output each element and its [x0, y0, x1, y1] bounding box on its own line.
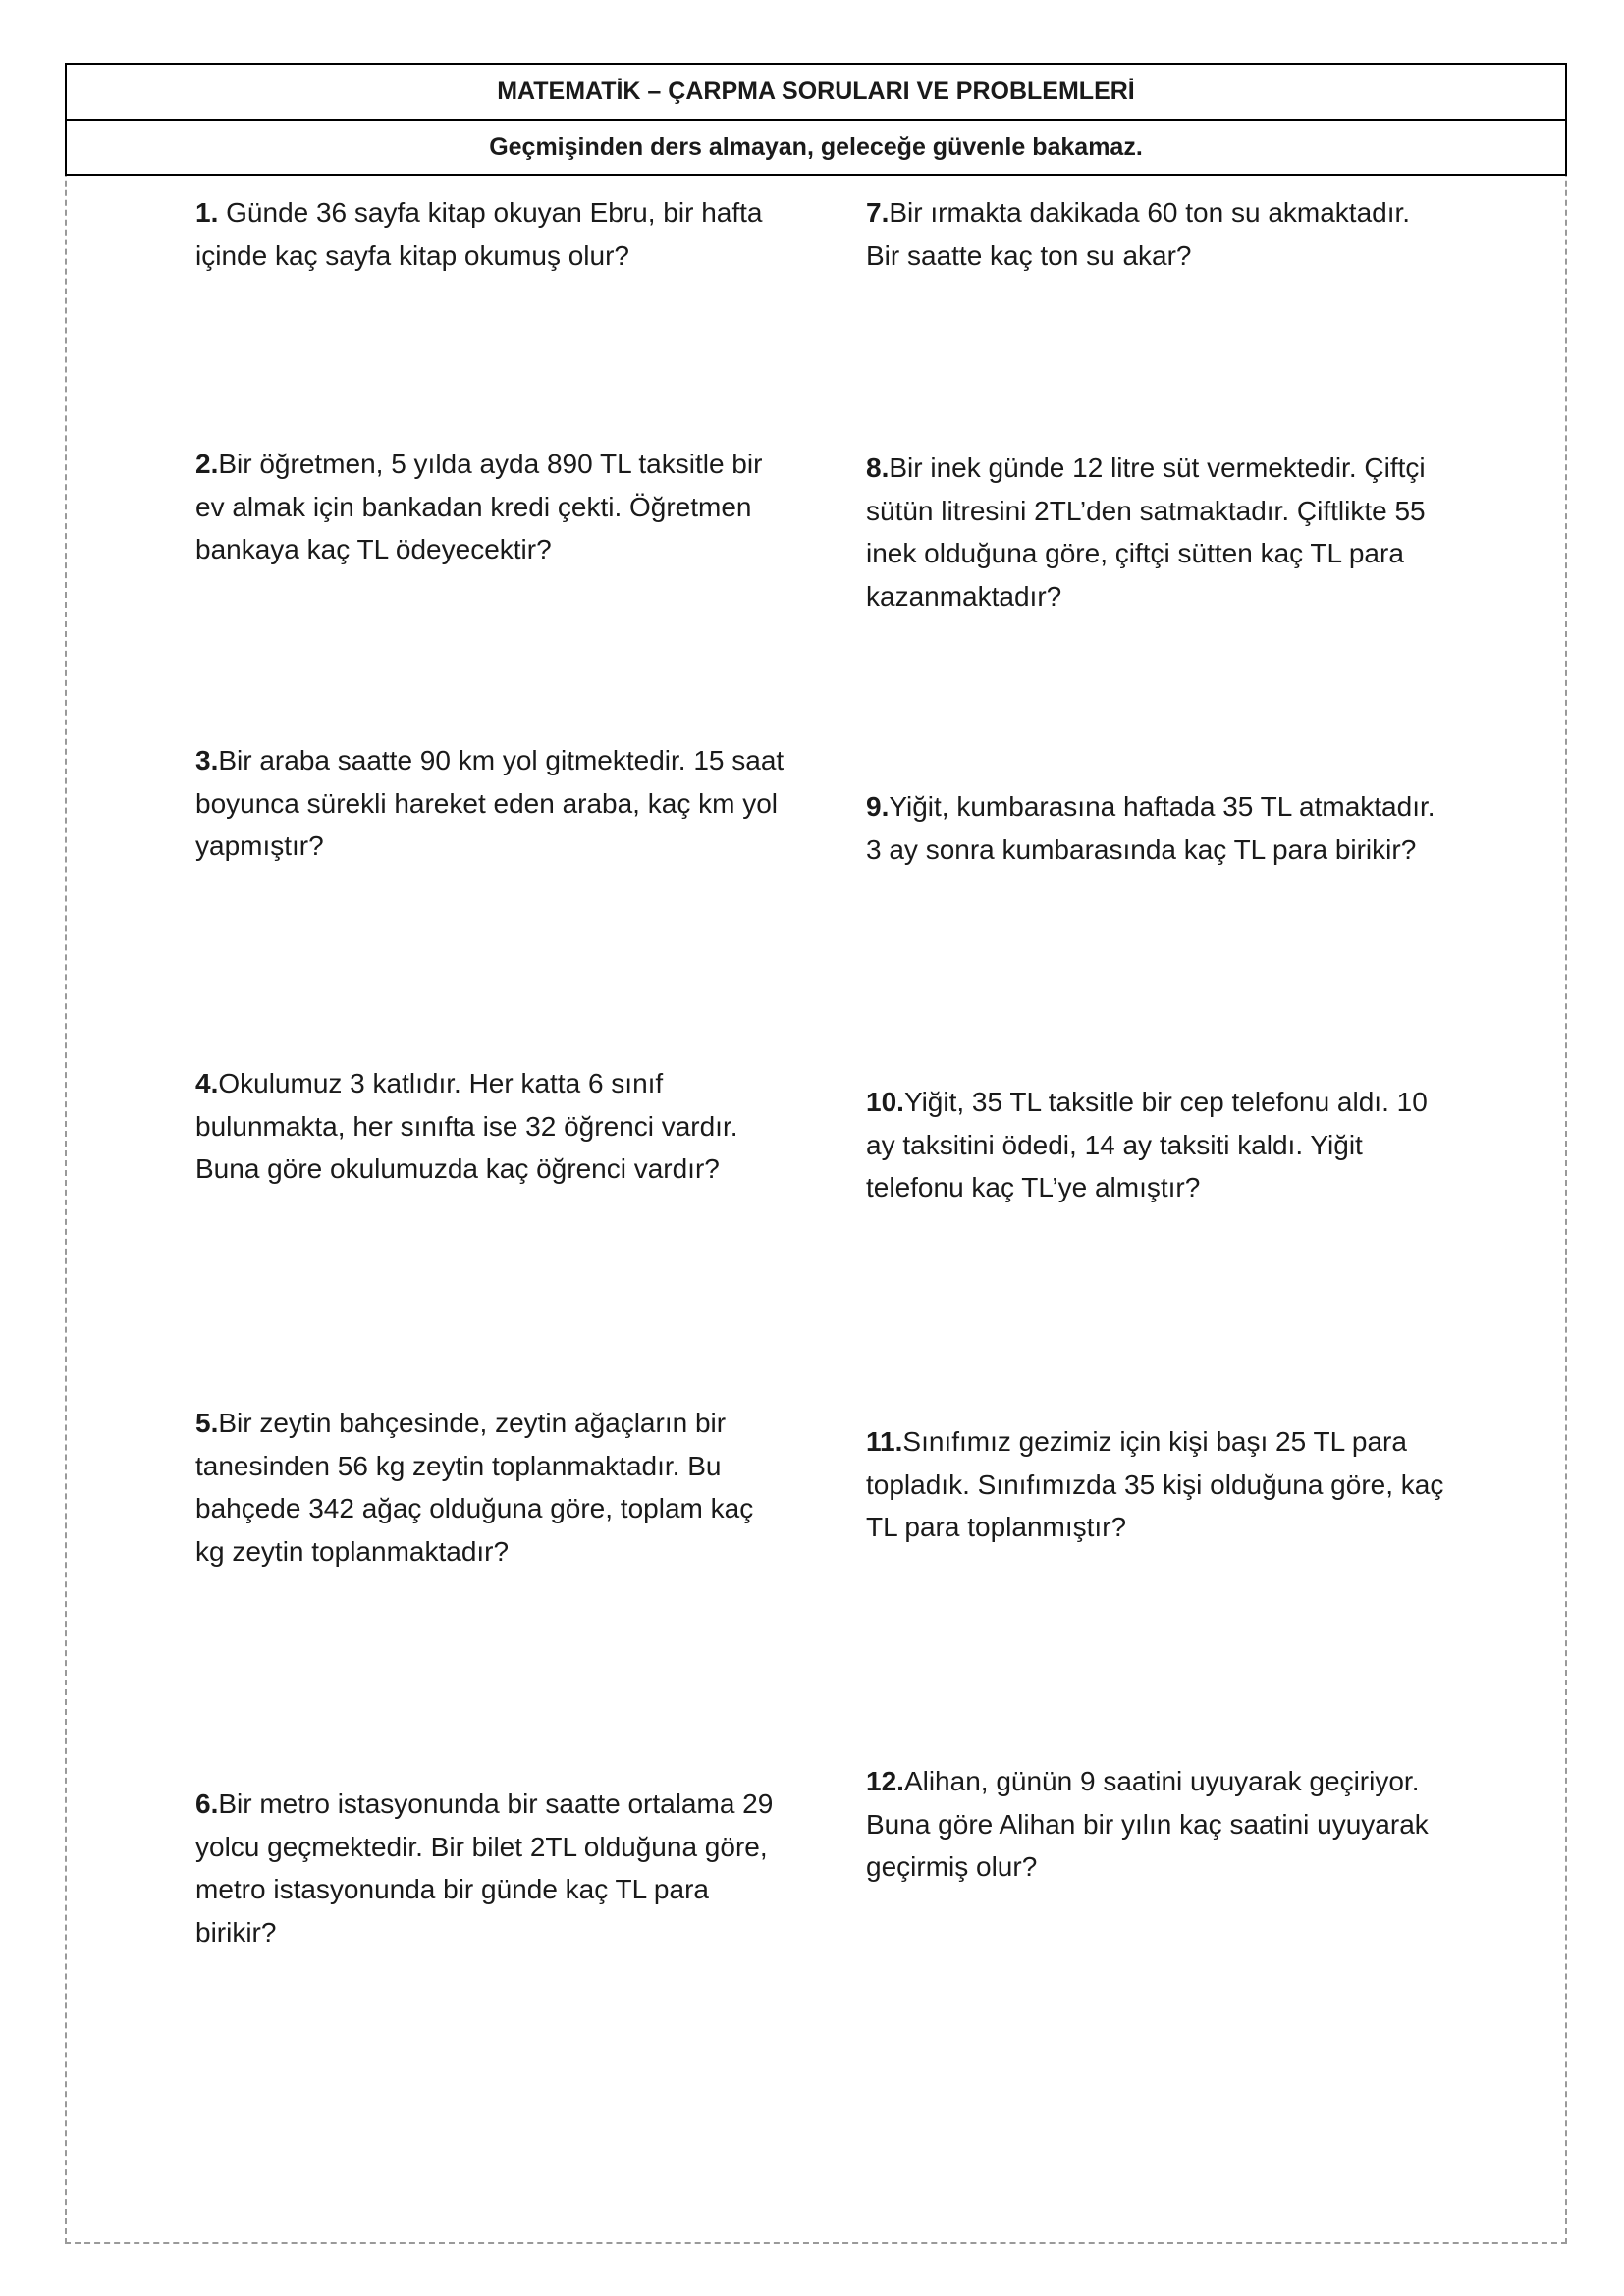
question-5	[195, 1402, 785, 1573]
question-text: Okulumuz 3 katlıdır. Her katta 6 sınıf bulunmakta, her sınıfta ise 32 öğrenci vardır. Buna göre okulumuzda kaç öğrenci vardır?	[195, 1068, 738, 1184]
question-text: Bir inek günde 12 litre süt vermektedir. Çiftçi sütün litresini 2TL’den satmaktadır. Çiftlikte 55 inek olduğuna göre, çiftçi sütten kaç TL para kazanmaktadır?	[866, 453, 1426, 612]
question-7	[866, 191, 1445, 277]
question-number: 3.	[195, 745, 219, 775]
question-text: Alihan, günün 9 saatini uyuyarak geçiriyor. Buna göre Alihan bir yılın kaç saatini uyuyarak geçirmiş olur?	[866, 1766, 1429, 1882]
worksheet-motto: Geçmişinden ders almayan, geleceğe güvenle bakamaz.	[65, 121, 1567, 176]
question-number: 10.	[866, 1087, 904, 1117]
question-number: 6.	[195, 1789, 219, 1819]
question-text: Bir zeytin bahçesinde, zeytin ağaçların bir tanesinden 56 kg zeytin toplanmaktadır. Bu bahçede 342 ağaç olduğuna göre, toplam kaç kg zeytin toplanmaktadır?	[195, 1408, 754, 1567]
question-number: 7.	[866, 197, 890, 228]
question-number: 9.	[866, 791, 890, 822]
question-4	[195, 1062, 785, 1191]
question-text: Sınıfımız gezimiz için kişi başı 25 TL para topladık. Sınıfımızda 35 kişi olduğuna göre, kaç TL para toplanmıştır?	[866, 1426, 1444, 1542]
question-text: Yiğit, kumbarasına haftada 35 TL atmaktadır. 3 ay sonra kumbarasında kaç TL para birikir?	[866, 791, 1435, 865]
question-text: Günde 36 sayfa kitap okuyan Ebru, bir hafta içinde kaç sayfa kitap okumuş olur?	[195, 197, 763, 271]
question-12	[866, 1760, 1445, 1889]
question-number: 8.	[866, 453, 890, 483]
question-3	[195, 739, 785, 868]
question-number: 1.	[195, 197, 219, 228]
question-text: Bir araba saatte 90 km yol gitmektedir. 15 saat boyunca sürekli hareket eden araba, kaç km yol yapmıştır?	[195, 745, 785, 861]
question-text: Yiğit, 35 TL taksitle bir cep telefonu aldı. 10 ay taksitini ödedi, 14 ay taksiti kaldı. Yiğit telefonu kaç TL’ye almıştır?	[866, 1087, 1428, 1202]
question-number: 11.	[866, 1426, 903, 1457]
question-number: 12.	[866, 1766, 904, 1796]
question-6	[195, 1783, 785, 1953]
question-number: 5.	[195, 1408, 219, 1438]
question-1	[195, 191, 785, 277]
worksheet-title: MATEMATİK – ÇARPMA SORULARI VE PROBLEMLERİ	[65, 63, 1567, 121]
question-number: 4.	[195, 1068, 219, 1098]
question-number: 2.	[195, 449, 219, 479]
question-text: Bir ırmakta dakikada 60 ton su akmaktadır. Bir saatte kaç ton su akar?	[866, 197, 1411, 271]
question-9	[866, 785, 1445, 871]
question-8	[866, 447, 1445, 617]
question-text: Bir öğretmen, 5 yılda ayda 890 TL taksitle bir ev almak için bankadan kredi çekti. Öğretmen bankaya kaç TL ödeyecektir?	[195, 449, 763, 564]
question-11	[866, 1420, 1445, 1549]
question-text: Bir metro istasyonunda bir saatte ortalama 29 yolcu geçmektedir. Bir bilet 2TL olduğuna göre, metro istasyonunda bir günde kaç TL para birikir?	[195, 1789, 774, 1948]
question-10	[866, 1081, 1445, 1209]
question-2	[195, 443, 785, 571]
